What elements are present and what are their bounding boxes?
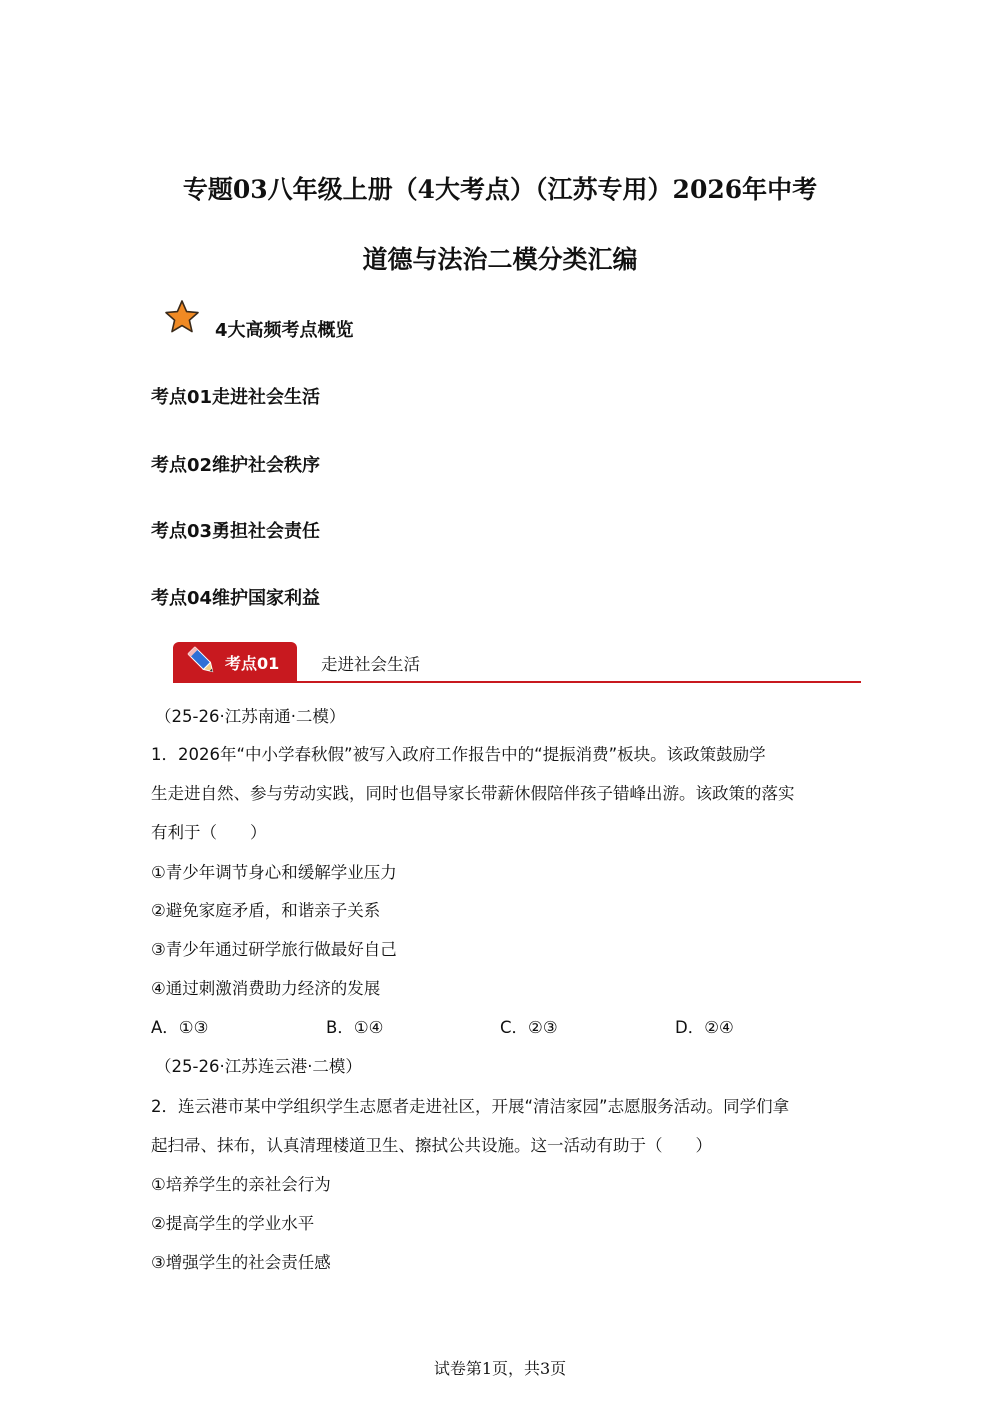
question-2-statement-1: ①培养学生的亲社会行为 xyxy=(151,1175,331,1194)
question-1-statement-3: ③青少年通过研学旅行做最好自己 xyxy=(151,940,397,959)
question-2-statement-3: ③增强学生的社会责任感 xyxy=(151,1253,331,1272)
overview-item-4: 考点04维护国家利益 xyxy=(151,588,321,609)
question-1-option-d: D．②④ xyxy=(675,1018,734,1037)
question-1-statement-4: ④通过刺激消费助力经济的发展 xyxy=(151,979,381,998)
overview-item-3: 考点03勇担社会责任 xyxy=(151,521,321,542)
pencil-icon xyxy=(185,644,219,678)
overview-item-2: 考点02维护社会秩序 xyxy=(151,455,321,476)
question-1-stem-line-3: 有利于（ ） xyxy=(151,823,267,842)
question-1-stem-line-1: 1．2026年“中小学春秋假”被写入政府工作报告中的“提振消费”板块。该政策鼓励学 xyxy=(151,745,766,764)
question-1-statement-2: ②避免家庭矛盾，和谐亲子关系 xyxy=(151,901,381,920)
question-1-statement-1: ①青少年调节身心和缓解学业压力 xyxy=(151,863,397,882)
section-name: 走进社会生活 xyxy=(321,655,420,674)
question-1-option-a: A．①③ xyxy=(151,1018,209,1037)
question-2-stem-line-1: 2．连云港市某中学组织学生志愿者走进社区，开展“清洁家园”志愿服务活动。同学们拿 xyxy=(151,1097,790,1116)
section-tab xyxy=(173,642,297,681)
question-2-statement-2: ②提高学生的学业水平 xyxy=(151,1214,315,1233)
question-2-stem-line-2: 起扫帚、抹布，认真清理楼道卫生、擦拭公共设施。这一活动有助于（ ） xyxy=(151,1136,712,1155)
question-1-option-b: B．①④ xyxy=(326,1018,384,1037)
document-title-line-1: 专题03八年级上册（4大考点）（江苏专用）2026年中考 xyxy=(182,175,818,204)
star-icon xyxy=(164,299,200,335)
overview-item-1: 考点01走进社会生活 xyxy=(151,387,321,408)
document-title-line-2: 道德与法治二模分类汇编 xyxy=(362,245,638,274)
question-2-source: （25-26·江苏连云港·二模） xyxy=(155,1057,362,1076)
section-divider xyxy=(173,681,861,683)
page-footer: 试卷第1页，共3页 xyxy=(433,1359,567,1378)
question-1-source: （25-26·江苏南通·二模） xyxy=(155,707,346,726)
section-tab-label: 考点01 xyxy=(225,654,280,673)
question-1-stem-line-2: 生走进自然、参与劳动实践，同时也倡导家长带薪休假陪伴孩子错峰出游。该政策的落实 xyxy=(151,784,795,803)
question-1-option-c: C．②③ xyxy=(500,1018,558,1037)
section-header xyxy=(173,642,861,686)
overview-heading: 4大高频考点概览 xyxy=(215,320,354,341)
